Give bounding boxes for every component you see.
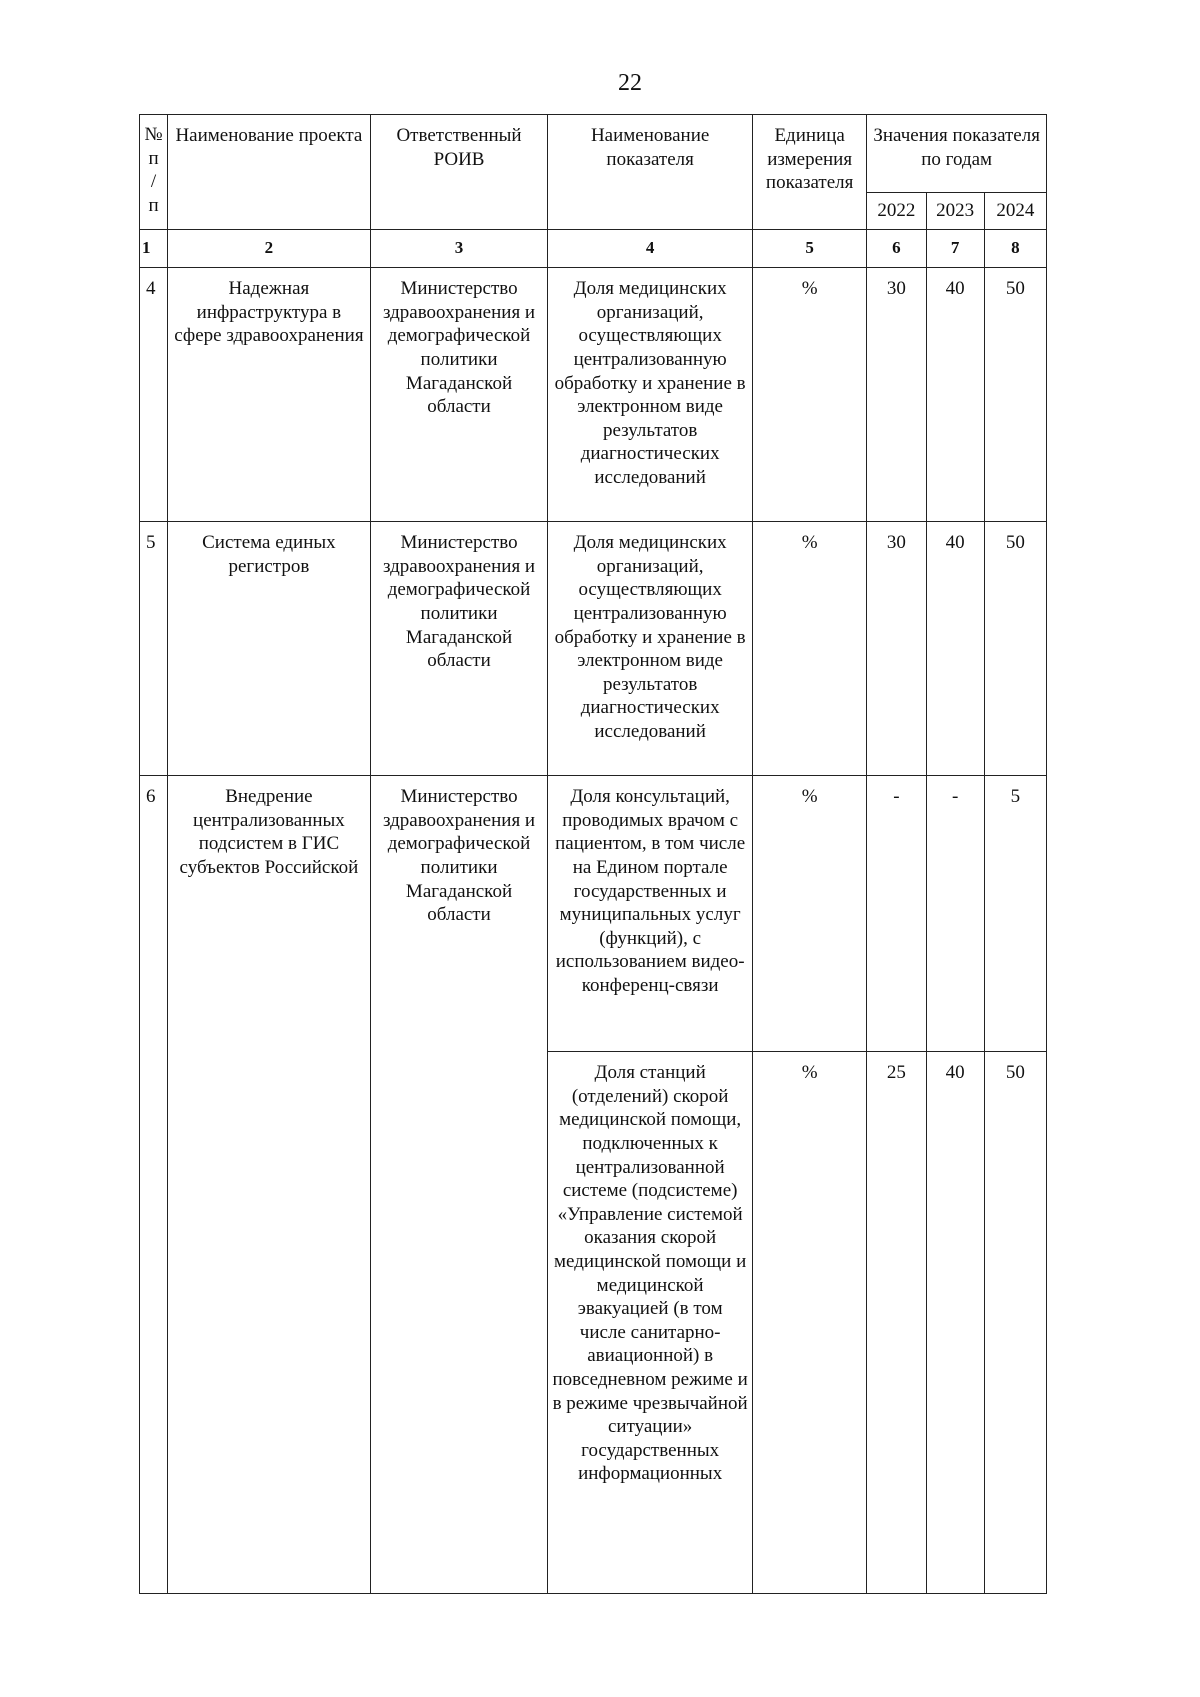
row-number: 5: [140, 522, 168, 776]
header-year-2024: 2024: [984, 193, 1046, 230]
header-row: [140, 115, 1047, 193]
header-roiv: Ответственный РОИВ: [370, 115, 548, 230]
unit: %: [752, 522, 866, 776]
responsible-roiv: Министерство здравоохранения и демографической политики Магаданской области: [370, 522, 548, 776]
header-year-2023: 2023: [926, 193, 984, 230]
column-number: 8: [984, 229, 1046, 268]
project-name: Система единых регистров: [168, 522, 371, 776]
row-number: 4: [140, 268, 168, 522]
value-2024: 50: [984, 1052, 1046, 1594]
column-number: 3: [370, 229, 548, 268]
value-2022: 30: [867, 268, 926, 522]
row-number: 6: [140, 776, 168, 1594]
column-numbers-row: [140, 229, 1047, 268]
column-number: 1: [140, 229, 168, 268]
value-2023: 40: [926, 522, 984, 776]
responsible-roiv: Министерство здравоохранения и демографической политики Магаданской области: [370, 776, 548, 1594]
value-2024: 50: [984, 268, 1046, 522]
value-2024: 50: [984, 522, 1046, 776]
column-number: 7: [926, 229, 984, 268]
value-2023: 40: [926, 268, 984, 522]
column-number: 5: [752, 229, 866, 268]
header-year-2022: 2022: [867, 193, 926, 230]
project-name: Надежная инфраструктура в сфере здравоохранения: [168, 268, 371, 522]
table-row: [140, 776, 1047, 1052]
indicators-table: [139, 114, 1047, 1594]
header-indicator: Наименование показателя: [548, 115, 753, 230]
unit: %: [752, 776, 866, 1052]
header-project: Наименование проекта: [168, 115, 371, 230]
unit: %: [752, 268, 866, 522]
column-number: 6: [867, 229, 926, 268]
project-name: Внедрение централизованных подсистем в ГИС субъектов Российской: [168, 776, 371, 1594]
responsible-roiv: Министерство здравоохранения и демографической политики Магаданской области: [370, 268, 548, 522]
indicator-name: Доля станций (отделений) скорой медицинской помощи, подключенных к централизованной системе (подсистеме) «Управление системой оказания скорой медицинской помощи и медицинской эвакуацией (в том числе санитарно-авиационной) в повседневном режиме и в режиме чрезвычайной ситуации» государственных информационных: [548, 1052, 753, 1594]
value-2022: 30: [867, 522, 926, 776]
header-unit: Единица измерения показателя: [752, 115, 866, 230]
table-row: [140, 522, 1047, 776]
table-row: [140, 268, 1047, 522]
value-2022: 25: [867, 1052, 926, 1594]
page-number: 22: [618, 70, 642, 96]
unit: %: [752, 1052, 866, 1594]
indicator-name: Доля медицинских организаций, осуществляющих централизованную обработку и хранение в электронном виде результатов диагностических исследований: [548, 268, 753, 522]
column-number: 4: [548, 229, 753, 268]
value-2024: 5: [984, 776, 1046, 1052]
value-2023: -: [926, 776, 984, 1052]
indicator-name: Доля медицинских организаций, осуществляющих централизованную обработку и хранение в электронном виде результатов диагностических исследований: [548, 522, 753, 776]
value-2023: 40: [926, 1052, 984, 1594]
indicator-name: Доля консультаций, проводимых врачом с пациентом, в том числе на Едином портале государственных и муниципальных услуг (функций), с использованием видео-конференц-связи: [548, 776, 753, 1052]
value-2022: -: [867, 776, 926, 1052]
column-number: 2: [168, 229, 371, 268]
header-values: Значения показателя по годам: [867, 115, 1047, 193]
header-no: № п / п: [140, 115, 168, 230]
